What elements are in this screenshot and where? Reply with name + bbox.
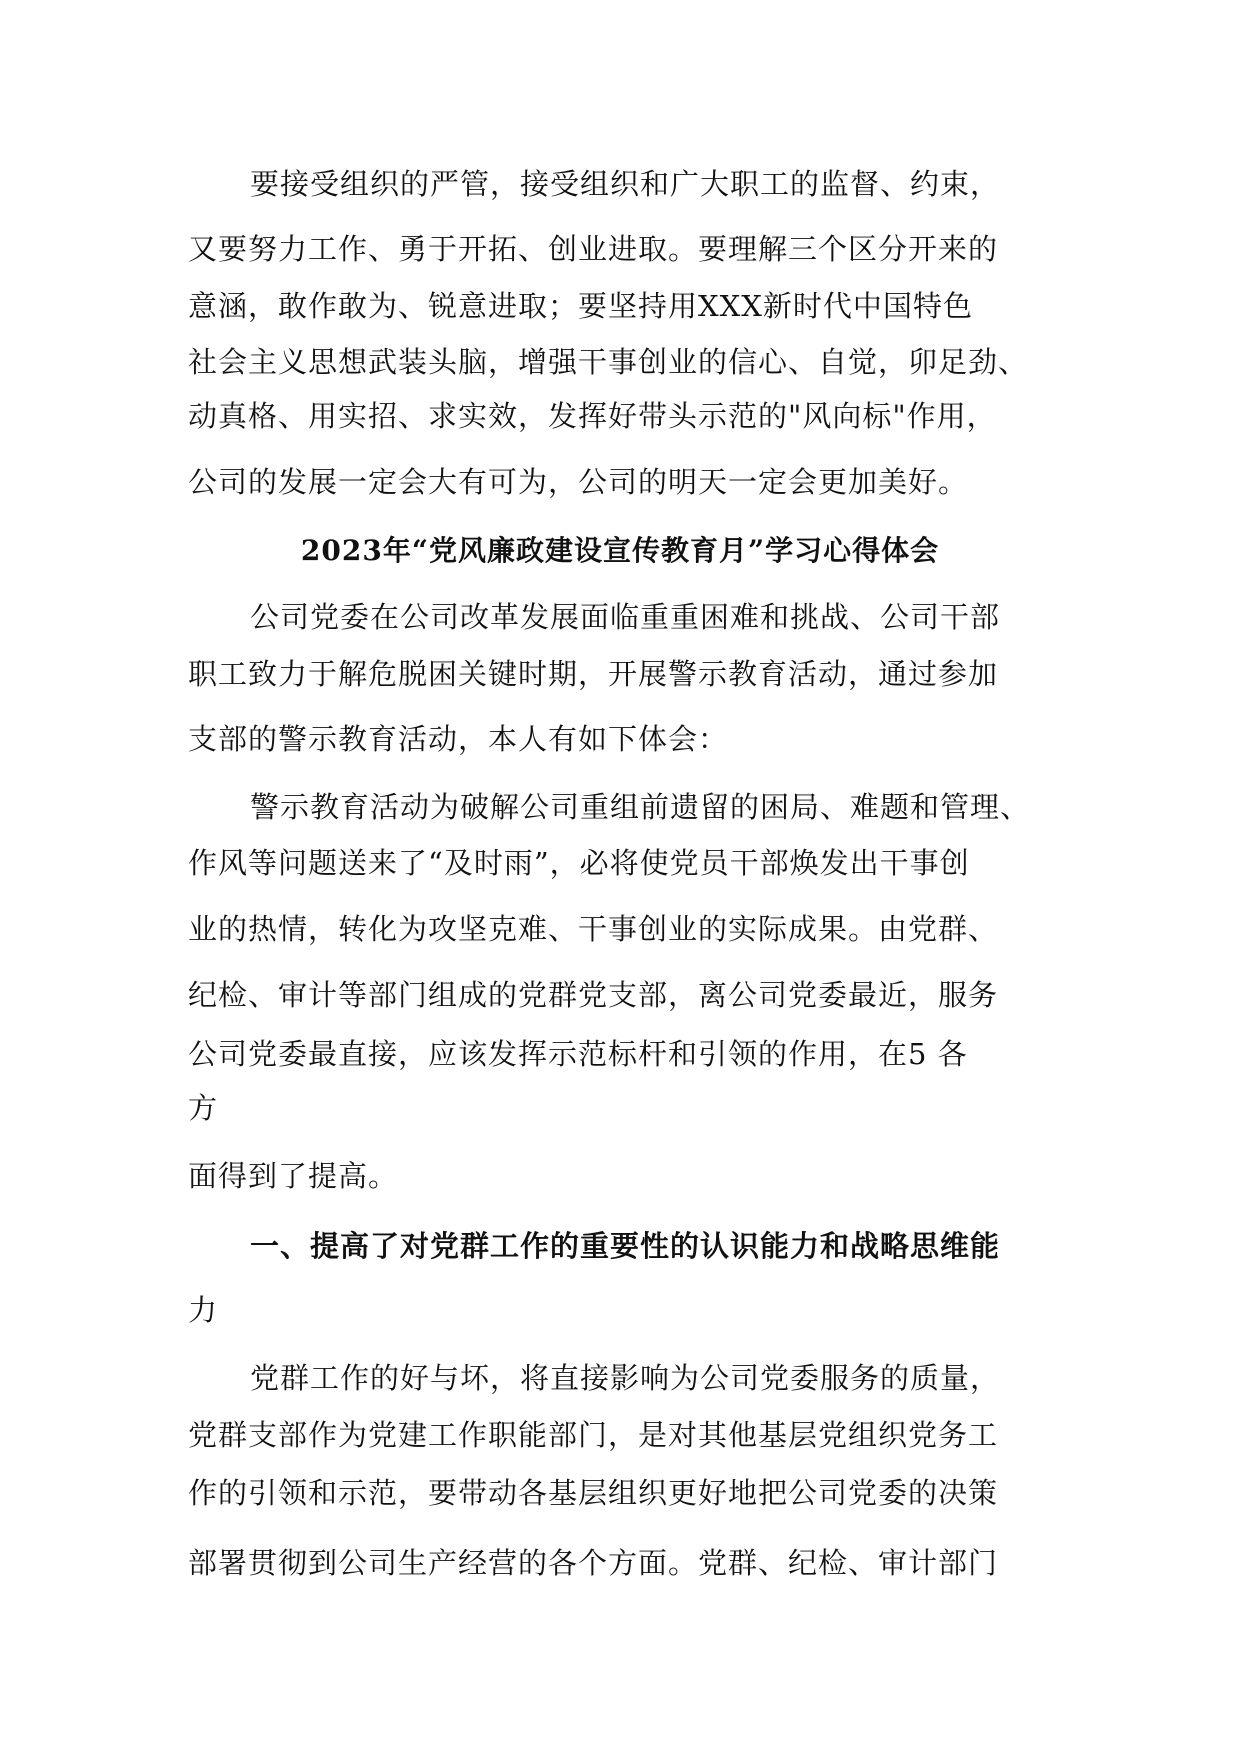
paragraph-line: 要接受组织的严管，接受组织和广大职工的监督、约束， [250, 167, 1001, 201]
subheading: 一、提高了对党群工作的重要性的认识能力和战略思维能 [250, 1229, 1001, 1263]
paragraph-line: 党群支部作为党建工作职能部门，是对其他基层党组织党务工 [188, 1418, 999, 1452]
paragraph-line: 动真格、用实招、求实效，发挥好带头示范的"风向标"作用， [188, 399, 997, 433]
paragraph-line: 社会主义思想武装头脑，增强干事创业的信心、自觉，卯足劲、 [188, 345, 1029, 379]
paragraph-line: 支部的警示教育活动，本人有如下体会： [188, 722, 729, 756]
subheading-continuation: 力 [188, 1293, 219, 1327]
paragraph-line: 公司的发展一定会大有可为，公司的明天一定会更加美好。 [188, 465, 969, 499]
paragraph-line: 纪检、审计等部门组成的党群党支部，离公司党委最近，服务 [188, 978, 999, 1012]
paragraph-line: 又要努力工作、勇于开拓、创业进取。要理解三个区分开来的 [188, 232, 999, 266]
paragraph-line: 职工致力于解危脱困关键时期，开展警示教育活动，通过参加 [188, 657, 999, 691]
paragraph-line: 意涵，敢作敢为、锐意进取；要坚持用XXX新时代中国特色 [188, 289, 973, 323]
section-title: 2023年“党风廉政建设宣传教育月”学习心得体会 [300, 534, 940, 567]
paragraph-line: 公司党委在公司改革发展面临重重困难和挑战、公司干部 [250, 600, 1001, 634]
paragraph-line: 部署贯彻到公司生产经营的各个方面。党群、纪检、审计部门 [188, 1546, 999, 1580]
paragraph-line: 方 [188, 1091, 219, 1125]
paragraph-line: 党群工作的好与坏，将直接影响为公司党委服务的质量， [250, 1361, 1001, 1395]
paragraph-line: 面得到了提高。 [188, 1159, 399, 1193]
paragraph-line: 作的引领和示范，要带动各基层组织更好地把公司党委的决策 [188, 1476, 999, 1510]
paragraph-line: 警示教育活动为破解公司重组前遗留的困局、难题和管理、 [250, 790, 1031, 824]
paragraph-line: 业的热情，转化为攻坚克难、干事创业的实际成果。由党群、 [188, 912, 999, 946]
paragraph-line: 作风等问题送来了“及时雨”，必将使党员干部焕发出干事创 [188, 846, 970, 880]
paragraph-line: 公司党委最直接，应该发挥示范标杆和引领的作用，在5 各 [188, 1037, 968, 1071]
